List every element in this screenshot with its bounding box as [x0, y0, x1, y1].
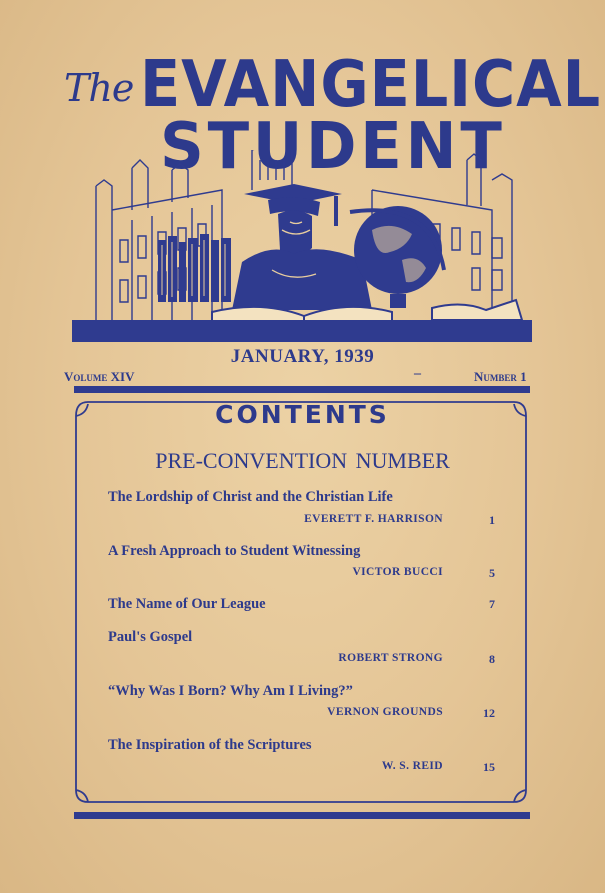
masthead-title-line2: STUDENT — [160, 110, 506, 184]
issue-number: Number 1 — [474, 369, 527, 384]
toc-entry-page: 5 — [489, 566, 495, 580]
issue-subtitle: PRE-CONVENTION NUMBER — [155, 448, 450, 473]
toc-entry-title: The Lordship of Christ and the Christian Life — [108, 489, 393, 505]
cover-illustration — [72, 150, 532, 342]
toc-entry-page: 15 — [483, 760, 495, 774]
toc-entry-title: The Name of Our League — [108, 596, 266, 612]
toc-entry-author: VERNON GROUNDS — [327, 706, 443, 718]
toc-entry-title: “Why Was I Born? Why Am I Living?” — [108, 683, 353, 699]
masthead-title-line1: EVANGELICAL — [140, 48, 602, 122]
toc-entry-author: ROBERT STRONG — [338, 652, 443, 664]
masthead-the: The — [64, 66, 134, 110]
volume-label: Volume XIV — [64, 369, 135, 384]
toc-entry-page: 12 — [483, 706, 495, 720]
issue-date: JANUARY, 1939 — [230, 346, 375, 367]
toc-entry-page: 7 — [489, 597, 495, 611]
toc-entry-title: A Fresh Approach to Student Witnessing — [108, 543, 361, 559]
toc-entry-title: Paul's Gospel — [108, 629, 193, 645]
toc-entry-author: EVERETT F. HARRISON — [304, 513, 443, 525]
top-rule — [74, 386, 530, 393]
toc-entry-page: 1 — [489, 513, 495, 527]
issue-separator: – — [414, 366, 421, 381]
toc-entry-author: W. S. REID — [381, 760, 443, 772]
toc-entry-author: VICTOR BUCCI — [352, 566, 443, 578]
toc-entry-title: The Inspiration of the Scriptures — [108, 737, 312, 753]
contents-heading: CONTENTS — [215, 400, 390, 429]
toc-entry-page: 8 — [489, 652, 495, 666]
bottom-rule — [74, 812, 530, 819]
